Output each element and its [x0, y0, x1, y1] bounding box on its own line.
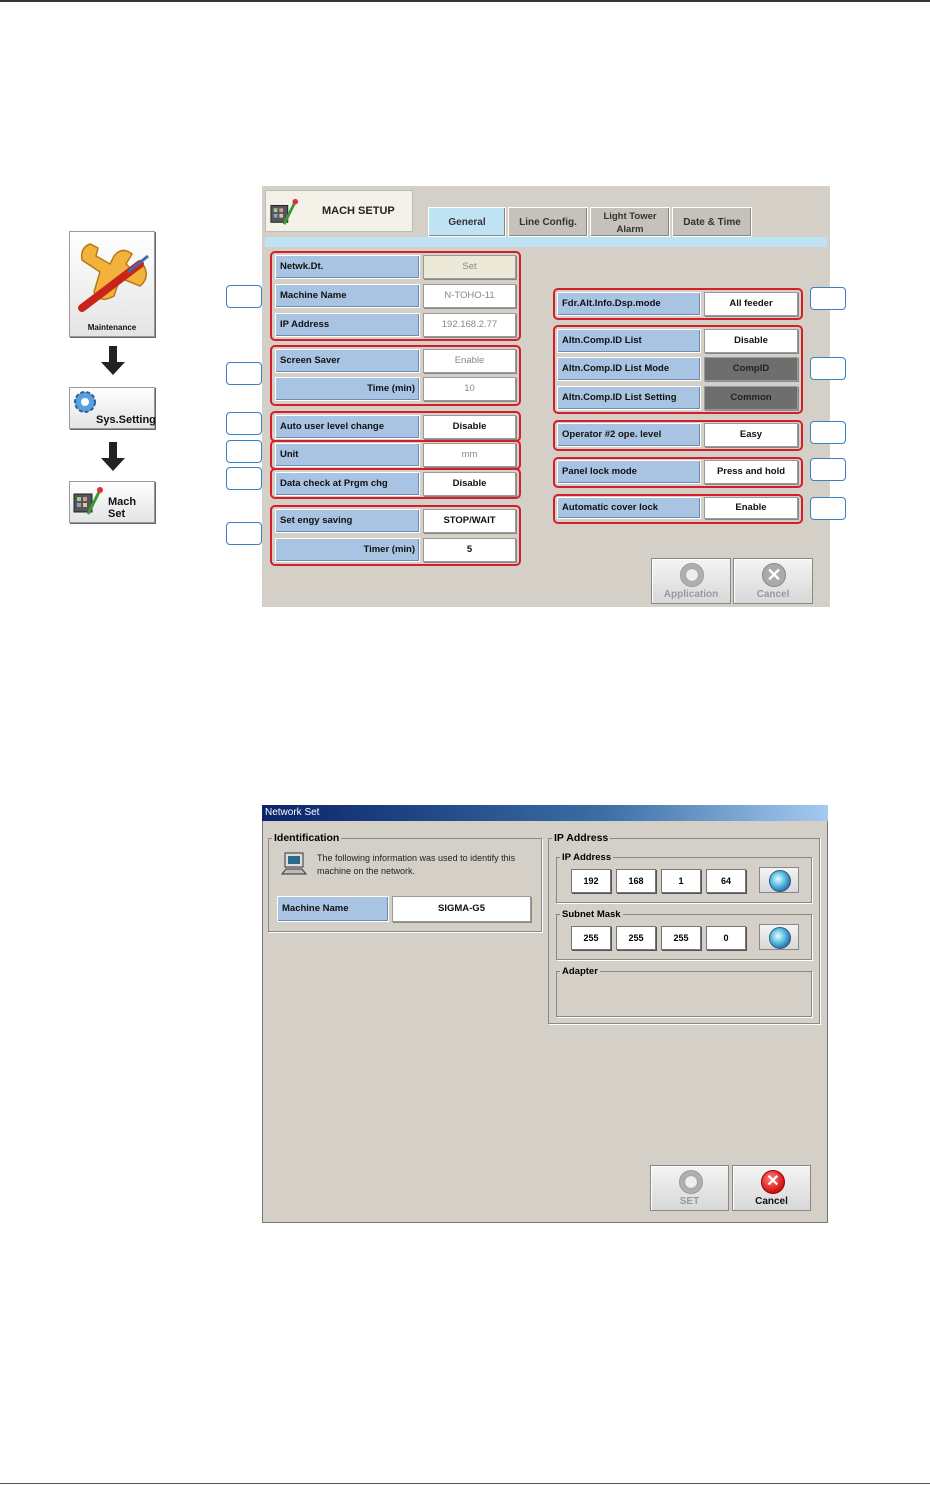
- machine-name-label: Machine Name: [275, 284, 420, 308]
- close-icon: ✕: [761, 1170, 785, 1194]
- fdr-alt-info-label: Fdr.Alt.Info.Dsp.mode: [557, 292, 701, 316]
- highlight-screen-saver-group: [270, 345, 521, 406]
- engy-saving-value[interactable]: STOP/WAIT: [423, 509, 516, 533]
- callout-box: [226, 522, 262, 545]
- wrench-screwdriver-icon: [70, 234, 154, 320]
- subnet-title: Subnet Mask: [562, 909, 621, 920]
- machine-settings-icon: [269, 196, 299, 228]
- callout-box: [810, 458, 846, 481]
- highlight-panel-lock-group: [553, 457, 803, 488]
- screen-saver-time-value[interactable]: 10: [423, 377, 516, 401]
- timer-value[interactable]: 5: [423, 538, 516, 562]
- gear-icon: [72, 389, 98, 415]
- highlight-auto-user-group: [270, 411, 521, 442]
- set-button[interactable]: [650, 1165, 729, 1211]
- data-check-value[interactable]: Disable: [423, 472, 516, 496]
- application-button-label: Application: [663, 589, 719, 600]
- refresh-icon: [769, 870, 791, 892]
- subnet-octet-1[interactable]: 255: [571, 926, 611, 950]
- network-cancel-button[interactable]: [732, 1165, 811, 1211]
- data-check-label: Data check at Prgm chg: [275, 472, 420, 496]
- ip-refresh-button[interactable]: [759, 867, 799, 893]
- timer-label: Timer (min): [275, 538, 420, 562]
- highlight-network-group: [270, 251, 521, 341]
- ip-octet-2[interactable]: 168: [616, 869, 656, 893]
- ip-octet-4[interactable]: 64: [706, 869, 746, 893]
- window-title-bar: [262, 805, 828, 821]
- refresh-icon: [680, 563, 704, 587]
- highlight-cover-lock-group: [553, 494, 803, 524]
- auto-user-level-label: Auto user level change: [275, 415, 420, 439]
- subnet-octet-4[interactable]: 0: [706, 926, 746, 950]
- panel-lock-label: Panel lock mode: [557, 460, 701, 484]
- auto-user-level-value[interactable]: Disable: [423, 415, 516, 439]
- subnet-octet-2[interactable]: 255: [616, 926, 656, 950]
- subnet-octet-3[interactable]: 255: [661, 926, 701, 950]
- set-button-label: SET: [679, 1196, 700, 1207]
- unit-label: Unit: [275, 443, 420, 467]
- close-icon: ✕: [762, 563, 786, 587]
- callout-box: [810, 497, 846, 520]
- callout-box: [226, 285, 262, 308]
- identification-description: The following information was used to identify this machine on the network.: [317, 853, 516, 876]
- cancel-button-label: Cancel: [756, 589, 790, 600]
- machine-name-value: N-TOHO-11: [423, 284, 516, 308]
- ip-sub-title: IP Address: [562, 852, 612, 863]
- network-cancel-button-label: Cancel: [755, 1196, 788, 1207]
- callout-box: [226, 412, 262, 435]
- machine-settings-icon: [72, 484, 104, 518]
- tab-line-config[interactable]: Line Config.: [508, 207, 588, 237]
- refresh-icon: [679, 1170, 703, 1194]
- cover-lock-label: Automatic cover lock: [557, 497, 701, 519]
- altn-comp-id-mode-value[interactable]: CompID: [704, 357, 798, 381]
- highlight-engy-group: [270, 505, 521, 566]
- fdr-alt-info-value[interactable]: All feeder: [704, 292, 798, 316]
- panel-lock-value[interactable]: Press and hold: [704, 460, 798, 484]
- tab-date-time[interactable]: Date & Time: [672, 207, 752, 237]
- adapter-group: [556, 971, 812, 1017]
- identification-title: Identification: [274, 832, 340, 844]
- mach-setup-header: [265, 190, 413, 232]
- altn-comp-id-setting-label: Altn.Comp.ID List Setting: [557, 386, 701, 410]
- altn-comp-id-list-value[interactable]: Disable: [704, 329, 798, 353]
- network-machine-name-value[interactable]: SIGMA-G5: [392, 896, 531, 922]
- altn-comp-id-setting-value[interactable]: Common: [704, 386, 798, 410]
- network-machine-name-label: Machine Name: [277, 896, 389, 922]
- screen-saver-value[interactable]: Enable: [423, 349, 516, 373]
- mach-setup-title: MACH SETUP: [322, 205, 395, 217]
- screen-saver-label: Screen Saver: [275, 349, 420, 373]
- netwk-dt-label: Netwk.Dt.: [275, 255, 420, 279]
- bottom-rule: [0, 1483, 930, 1484]
- mach-set-button[interactable]: [69, 481, 155, 523]
- highlight-unit-group: [270, 440, 521, 470]
- ip-address-label: IP Address: [275, 313, 420, 337]
- subnet-refresh-button[interactable]: [759, 924, 799, 950]
- callout-box: [226, 362, 262, 385]
- altn-comp-id-list-label: Altn.Comp.ID List: [557, 329, 701, 353]
- screen-saver-time-label: Time (min): [275, 377, 420, 401]
- altn-comp-id-mode-label: Altn.Comp.ID List Mode: [557, 357, 701, 381]
- engy-saving-label: Set engy saving: [275, 509, 420, 533]
- highlight-fdr-group: [553, 288, 803, 320]
- netwk-dt-set-button[interactable]: Set: [423, 255, 516, 279]
- unit-value[interactable]: mm: [423, 443, 516, 467]
- top-rule: [0, 0, 930, 2]
- highlight-altn-group: [553, 325, 803, 414]
- tab-strip: [265, 237, 827, 247]
- window-title: Network Set: [265, 807, 320, 818]
- highlight-operator-group: [553, 420, 803, 451]
- refresh-icon: [769, 927, 791, 949]
- cover-lock-value[interactable]: Enable: [704, 497, 798, 519]
- ip-octet-3[interactable]: 1: [661, 869, 701, 893]
- sys-setting-label: Sys.Setting: [96, 414, 156, 426]
- sys-setting-button[interactable]: [69, 387, 155, 429]
- tab-general[interactable]: General: [428, 207, 506, 237]
- operator-level-value[interactable]: Easy: [704, 423, 798, 447]
- highlight-data-check-group: [270, 468, 521, 499]
- cancel-button[interactable]: [733, 558, 813, 604]
- callout-box: [810, 357, 846, 380]
- ip-address-value: 192.168.2.77: [423, 313, 516, 337]
- callout-box: [226, 467, 262, 490]
- maintenance-button[interactable]: [69, 231, 155, 337]
- adapter-title: Adapter: [562, 966, 598, 977]
- callout-box: [226, 440, 262, 463]
- ip-address-group-title: IP Address: [554, 832, 609, 844]
- callout-box: [810, 421, 846, 444]
- callout-box: [810, 287, 846, 310]
- application-button[interactable]: [651, 558, 731, 604]
- mach-set-label: Mach Set: [108, 496, 137, 520]
- tab-light-tower-alarm[interactable]: Light Tower Alarm: [590, 207, 670, 237]
- ip-octet-1[interactable]: 192: [571, 869, 611, 893]
- maintenance-label: Maintenance: [87, 323, 137, 332]
- operator-level-label: Operator #2 ope. level: [557, 423, 701, 447]
- computer-icon: [281, 852, 307, 876]
